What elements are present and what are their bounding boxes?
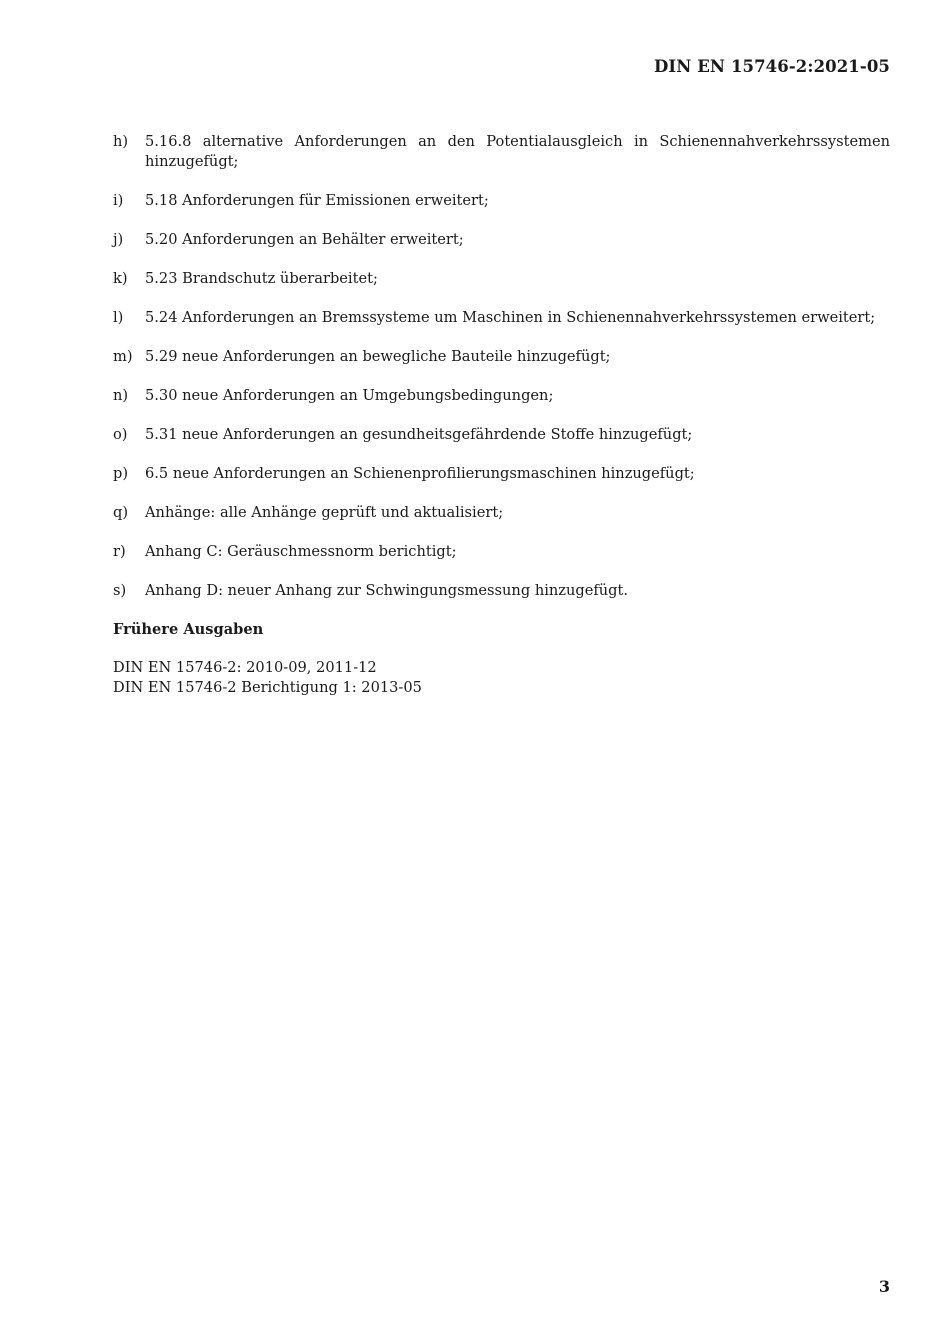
list-item <box>113 425 890 445</box>
list-item-text: 5.24 Anforderungen an Bremssysteme um Maschinen in Schienennahverkehrssystemen erweitert; <box>145 309 876 326</box>
document-id-header: DIN EN 15746-2:2021-05 <box>653 57 890 76</box>
page-content <box>113 132 890 698</box>
list-item-letter: o) <box>113 426 128 443</box>
previous-edition-line: DIN EN 15746-2 Berichtigung 1: 2013-05 <box>113 679 422 696</box>
list-item-text: Anhänge: alle Anhänge geprüft und aktualisiert; <box>145 504 504 521</box>
list-item-letter: p) <box>113 465 129 482</box>
list-item-text: 5.31 neue Anforderungen an gesundheitsgefährdende Stoffe hinzugefügt; <box>145 426 693 443</box>
list-item-text: 5.30 neue Anforderungen an Umgebungsbedingungen; <box>145 387 554 404</box>
list-item-letter: i) <box>113 192 124 209</box>
list-item-text: 5.16.8 alternative Anforderungen an den Potentialausgleich in Schienennahverkehrssystemen hinzugefügt; <box>145 133 890 170</box>
list-item <box>113 230 890 250</box>
list-item-letter: q) <box>113 504 129 521</box>
list-item-text: 5.18 Anforderungen für Emissionen erweitert; <box>145 192 489 209</box>
list-item <box>113 308 890 328</box>
list-item <box>113 581 890 601</box>
list-item <box>113 542 890 562</box>
list-item-text: 5.23 Brandschutz überarbeitet; <box>145 270 378 287</box>
list-item-letter: l) <box>113 309 124 326</box>
list-item <box>113 132 890 172</box>
list-item <box>113 386 890 406</box>
changes-list <box>113 132 890 601</box>
list-item-text: 5.20 Anforderungen an Behälter erweitert; <box>145 231 464 248</box>
list-item-letter: k) <box>113 270 128 287</box>
list-item-letter: m) <box>113 348 133 365</box>
previous-editions-list <box>113 658 890 698</box>
list-item <box>113 503 890 523</box>
list-item-text: 5.29 neue Anforderungen an bewegliche Bauteile hinzugefügt; <box>145 348 611 365</box>
list-item <box>113 191 890 211</box>
list-item-text: Anhang D: neuer Anhang zur Schwingungsmessung hinzugefügt. <box>145 582 628 599</box>
list-item <box>113 269 890 289</box>
previous-editions-heading: Frühere Ausgaben <box>113 621 264 638</box>
page-number: 3 <box>878 1277 890 1296</box>
list-item-letter: j) <box>113 231 124 248</box>
list-item <box>113 464 890 484</box>
list-item-letter: r) <box>113 543 126 560</box>
list-item-text: 6.5 neue Anforderungen an Schienenprofilierungsmaschinen hinzugefügt; <box>145 465 695 482</box>
previous-edition-line: DIN EN 15746-2: 2010-09, 2011-12 <box>113 659 377 676</box>
list-item-text: Anhang C: Geräuschmessnorm berichtigt; <box>145 543 457 560</box>
list-item <box>113 347 890 367</box>
list-item-letter: s) <box>113 582 127 599</box>
list-item-letter: h) <box>113 133 129 150</box>
list-item-letter: n) <box>113 387 129 404</box>
